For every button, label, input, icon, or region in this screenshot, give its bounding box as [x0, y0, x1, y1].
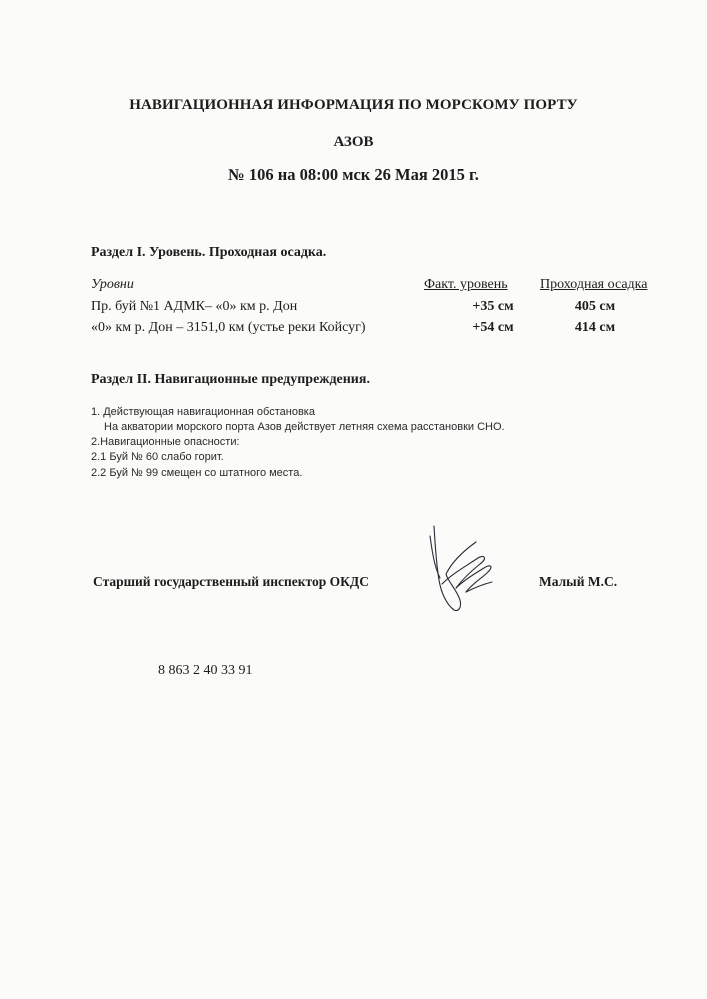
signatory-position: Старший государственный инспектор ОКДС: [93, 574, 369, 589]
section1-heading: Раздел I. Уровень. Проходная осадка.: [91, 245, 327, 260]
handwritten-signature: [422, 522, 500, 614]
section2-heading: Раздел II. Навигационные предупреждения.: [91, 372, 370, 387]
table-row-place: Пр. буй №1 АДМК– «0» км р. Дон: [91, 299, 298, 314]
table-row-draft: 405 см: [574, 299, 616, 314]
table-row-level: +35 см: [472, 299, 514, 314]
contact-phone: 8 863 2 40 33 91: [158, 663, 253, 678]
column-header-actual-level: Факт. уровень: [424, 277, 508, 292]
port-name: АЗОВ: [333, 134, 374, 150]
table-row-level: +54 см: [472, 320, 514, 335]
column-header-levels: Уровни: [91, 277, 134, 292]
table-row-place: «0» км р. Дон – 3151,0 км (устье реки Койсуг): [91, 320, 366, 335]
warning-line: 2.2 Буй № 99 смещен со штатного места.: [91, 467, 303, 479]
warning-line: 2.1 Буй № 60 слабо горит.: [91, 451, 224, 463]
warning-line: 1. Действующая навигационная обстановка: [91, 406, 315, 418]
bulletin-number-line: № 106 на 08:00 мск 26 Мая 2015 г.: [228, 165, 479, 184]
signatory-name: Малый М.С.: [539, 574, 618, 589]
warning-line: 2.Навигационные опасности:: [91, 436, 240, 448]
document-title: НАВИГАЦИОННАЯ ИНФОРМАЦИЯ ПО МОРСКОМУ ПОРТУ: [129, 97, 578, 113]
column-header-passage-draft: Проходная осадка: [540, 277, 648, 292]
warning-line: На акватории морского порта Азов действует летняя схема расстановки СНО.: [104, 421, 505, 433]
table-row-draft: 414 см: [574, 320, 616, 335]
